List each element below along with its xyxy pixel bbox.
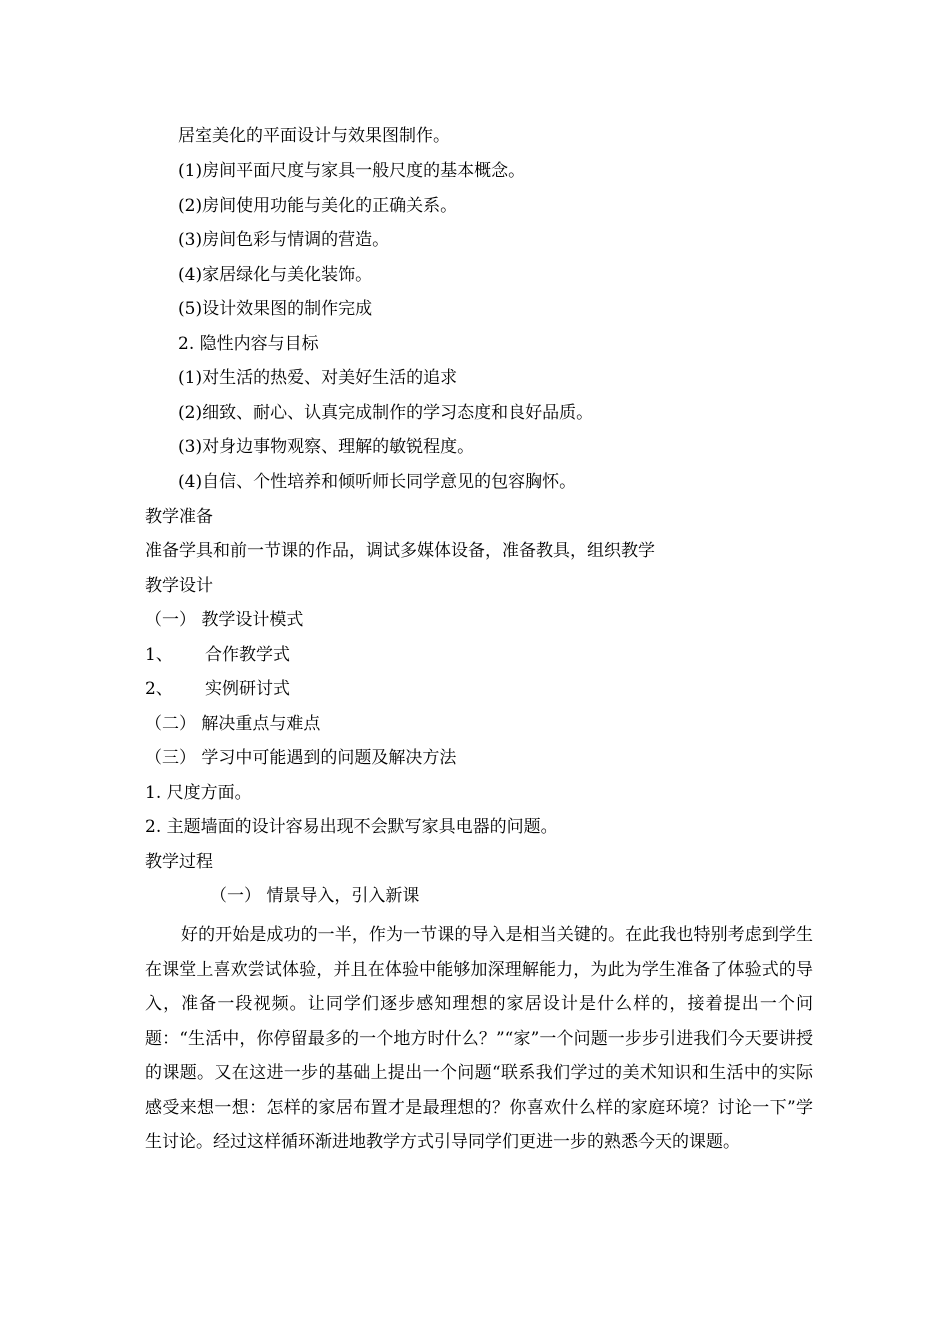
problems-heading: （三） 学习中可能遇到的问题及解决方法: [145, 748, 457, 768]
hidden-item: (3)对身边事物观察、理解的敏锐程度。: [178, 437, 475, 457]
prep-text: 准备学具和前一节课的作品，调试多媒体设备，准备教具，组织教学: [145, 541, 655, 561]
hidden-goals-heading: 2. 隐性内容与目标: [178, 334, 319, 354]
prep-heading: 教学准备: [145, 507, 213, 527]
hidden-item: (4)自信、个性培养和倾听师长同学意见的包容胸怀。: [178, 472, 577, 492]
mode-item: [145, 677, 290, 701]
mode-item-text: 实例研讨式: [205, 679, 290, 699]
explicit-item: (5)设计效果图的制作完成: [178, 299, 373, 319]
explicit-item: (4)家居绿化与美化装饰。: [178, 265, 373, 285]
mode-item-number: 2、: [145, 679, 173, 699]
explicit-item: (3)房间色彩与情调的营造。: [178, 230, 390, 250]
process-step-heading: （一） 情景导入，引入新课: [210, 886, 420, 906]
problem-item: 1. 尺度方面。: [145, 783, 252, 803]
process-heading: 教学过程: [145, 852, 213, 872]
explicit-item: (2)房间使用功能与美化的正确关系。: [178, 196, 458, 216]
design-mode-heading: （一） 教学设计模式: [145, 610, 304, 630]
mode-item-number: 1、: [145, 645, 173, 665]
explicit-item: (1)房间平面尺度与家具一般尺度的基本概念。: [178, 161, 526, 181]
intro-line: 居室美化的平面设计与效果图制作。: [178, 126, 450, 146]
mode-item: [145, 643, 290, 667]
design-heading: 教学设计: [145, 576, 213, 596]
mode-item-text: 合作教学式: [205, 645, 290, 665]
key-points-heading: （二） 解决重点与难点: [145, 714, 321, 734]
hidden-item: (1)对生活的热爱、对美好生活的追求: [178, 368, 458, 388]
problem-item: 2. 主题墙面的设计容易出现不会默写家具电器的问题。: [145, 817, 558, 837]
intro-paragraph: 好的开始是成功的一半，作为一节课的导入是相当关键的。在此我也特别考虑到学生在课堂上喜欢尝试体验，并且在体验中能够加深理解能力，为此为学生准备了体验式的导入，准备一段视频。让同学们逐步感知理想的家居设计是什么样的，接着提出一个问题：“生活中，你停留最多的一个地方时什么？”“家”一个问题一步步引进我们今天要讲授的课题。又在这进一步的基础上提出一个问题“联系我们学过的美术知识和生活中的实际感受来想一想：怎样的家居布置才是最理想的？你喜欢什么样的家庭环境？讨论一下”学生讨论。经过这样循环渐进地教学方式引导同学们更进一步的熟悉今天的课题。: [145, 925, 813, 1152]
hidden-item: (2)细致、耐心、认真完成制作的学习态度和良好品质。: [178, 403, 594, 423]
